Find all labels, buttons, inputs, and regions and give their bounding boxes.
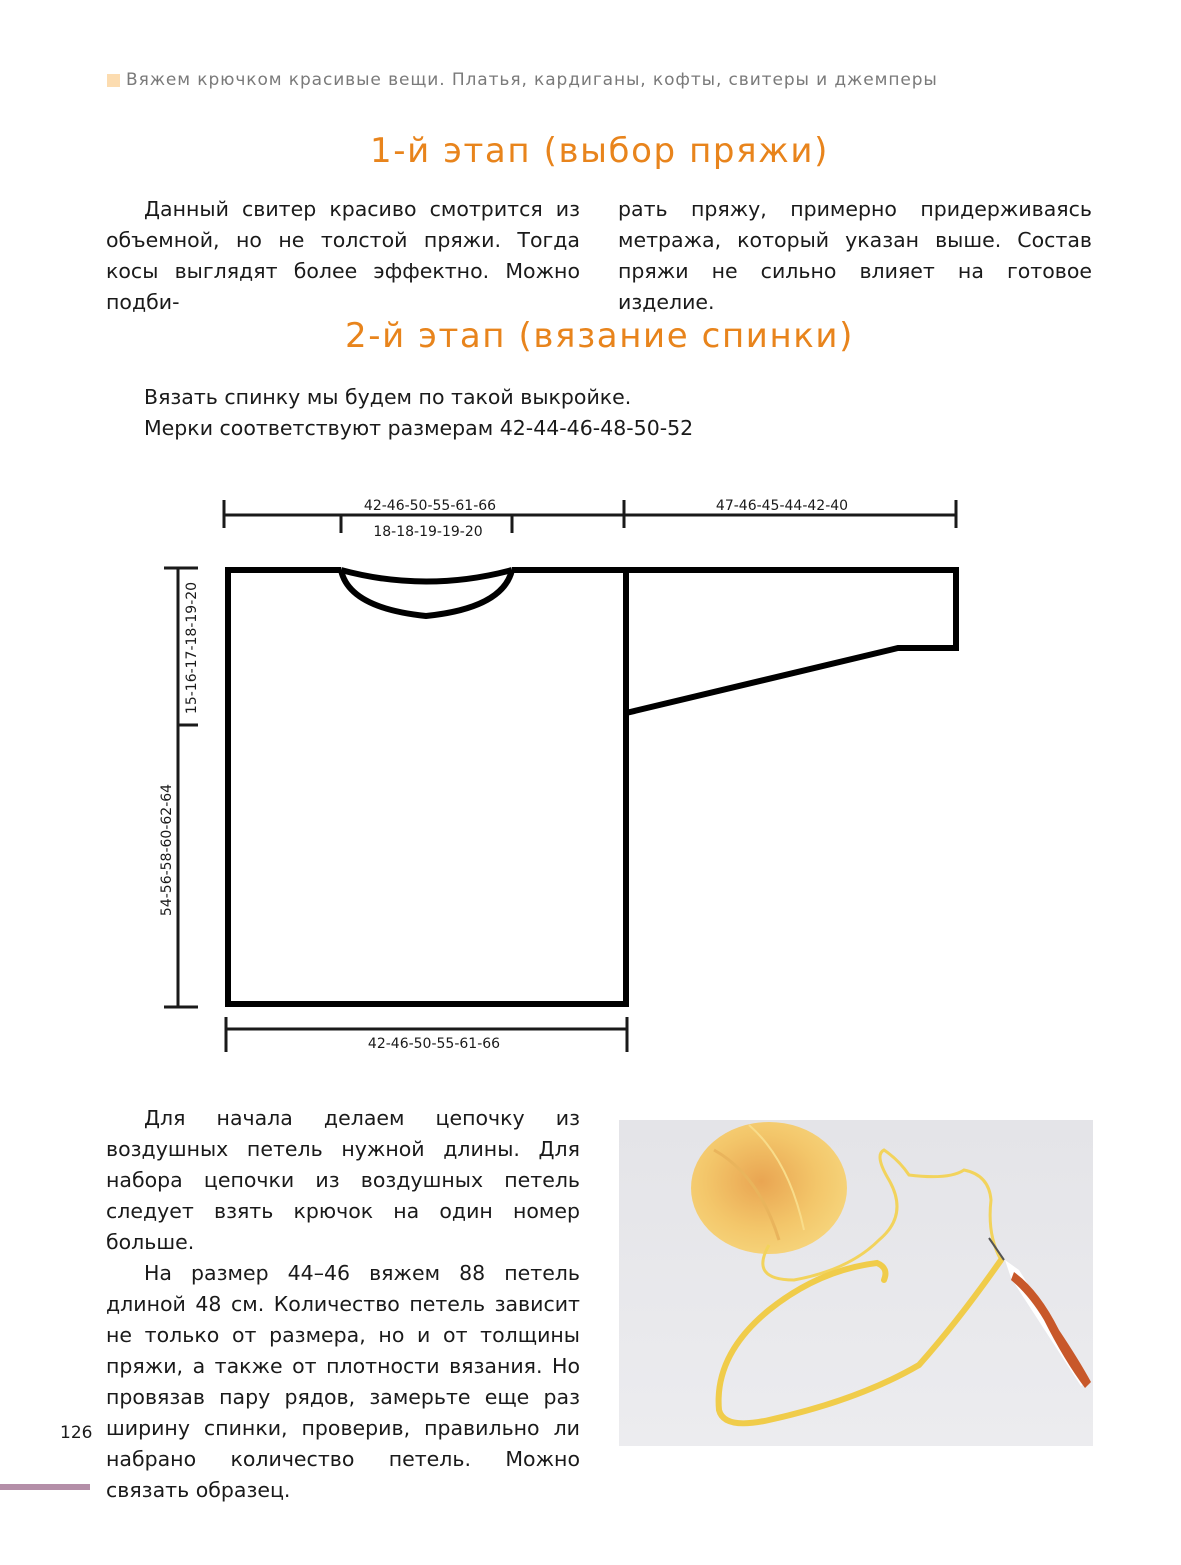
page-accent-bar	[0, 1484, 90, 1490]
section2-heading: 2-й этап (вязание спинки)	[344, 316, 854, 356]
total-length-label: 54-56-58-60-62-64	[159, 783, 175, 917]
yarn-ball	[691, 1122, 847, 1254]
yarn-chain-photo	[619, 1120, 1093, 1446]
intro-line-2: Мерки соответствуют размерам 42-44-46-48-50-52	[144, 416, 694, 440]
top-width-label: 42-46-50-55-61-66	[363, 498, 497, 514]
section1-text-left: Данный свитер красиво смотрится из объемной, но не толстой пряжи. Тогда косы выглядят более эффектно. Можно подби-	[106, 197, 580, 314]
yarn-photo-illustration	[619, 1120, 1093, 1446]
intro-line-1: Вязать спинку мы будем по такой выкройке.	[144, 385, 632, 409]
section1-column-right	[618, 194, 1092, 318]
instruction-para-2: На размер 44–46 вяжем 88 петель длиной 48 см. Количество петель зависит не только от размера, но и от толщины пряжи, а также от плотности вязания. Но провязав пару рядов, замерьте еще раз ширину спинки, проверив, правильно ли набрано количество петель. Можно связать образец.	[106, 1261, 580, 1502]
neck-width-label: 18-18-19-19-20	[373, 524, 483, 540]
bottom-dimension-line	[226, 1017, 627, 1052]
instruction-para-1: Для начала делаем цепочку из воздушных петель нужной длины. Для набора цепочки из воздушных петель следует взять крючок на один номер больше.	[106, 1106, 580, 1254]
left-dimension-line	[164, 568, 198, 1007]
instruction-column	[106, 1103, 580, 1506]
running-head	[107, 70, 938, 90]
section1-text-right: рать пряжу, примерно придерживаясь метража, который указан выше. Состав пряжи не сильно влияет на готовое изделие.	[618, 197, 1092, 314]
armhole-height-label: 15-16-17-18-19-20	[184, 581, 200, 715]
section2-intro	[144, 382, 693, 444]
sweater-outline	[225, 570, 956, 1004]
page-number: 126	[60, 1423, 93, 1443]
section1-heading: 1-й этап (выбор пряжи)	[370, 131, 829, 171]
sleeve-length-label: 47-46-45-44-42-40	[715, 498, 849, 514]
top-dimension-line	[224, 500, 956, 533]
running-head-text: Вяжем крючком красивые вещи. Платья, кардиганы, кофты, свитеры и джемперы	[126, 70, 938, 90]
header-bullet-icon	[107, 74, 120, 87]
section1-column-left	[106, 194, 580, 318]
bottom-width-label: 42-46-50-55-61-66	[367, 1036, 501, 1052]
